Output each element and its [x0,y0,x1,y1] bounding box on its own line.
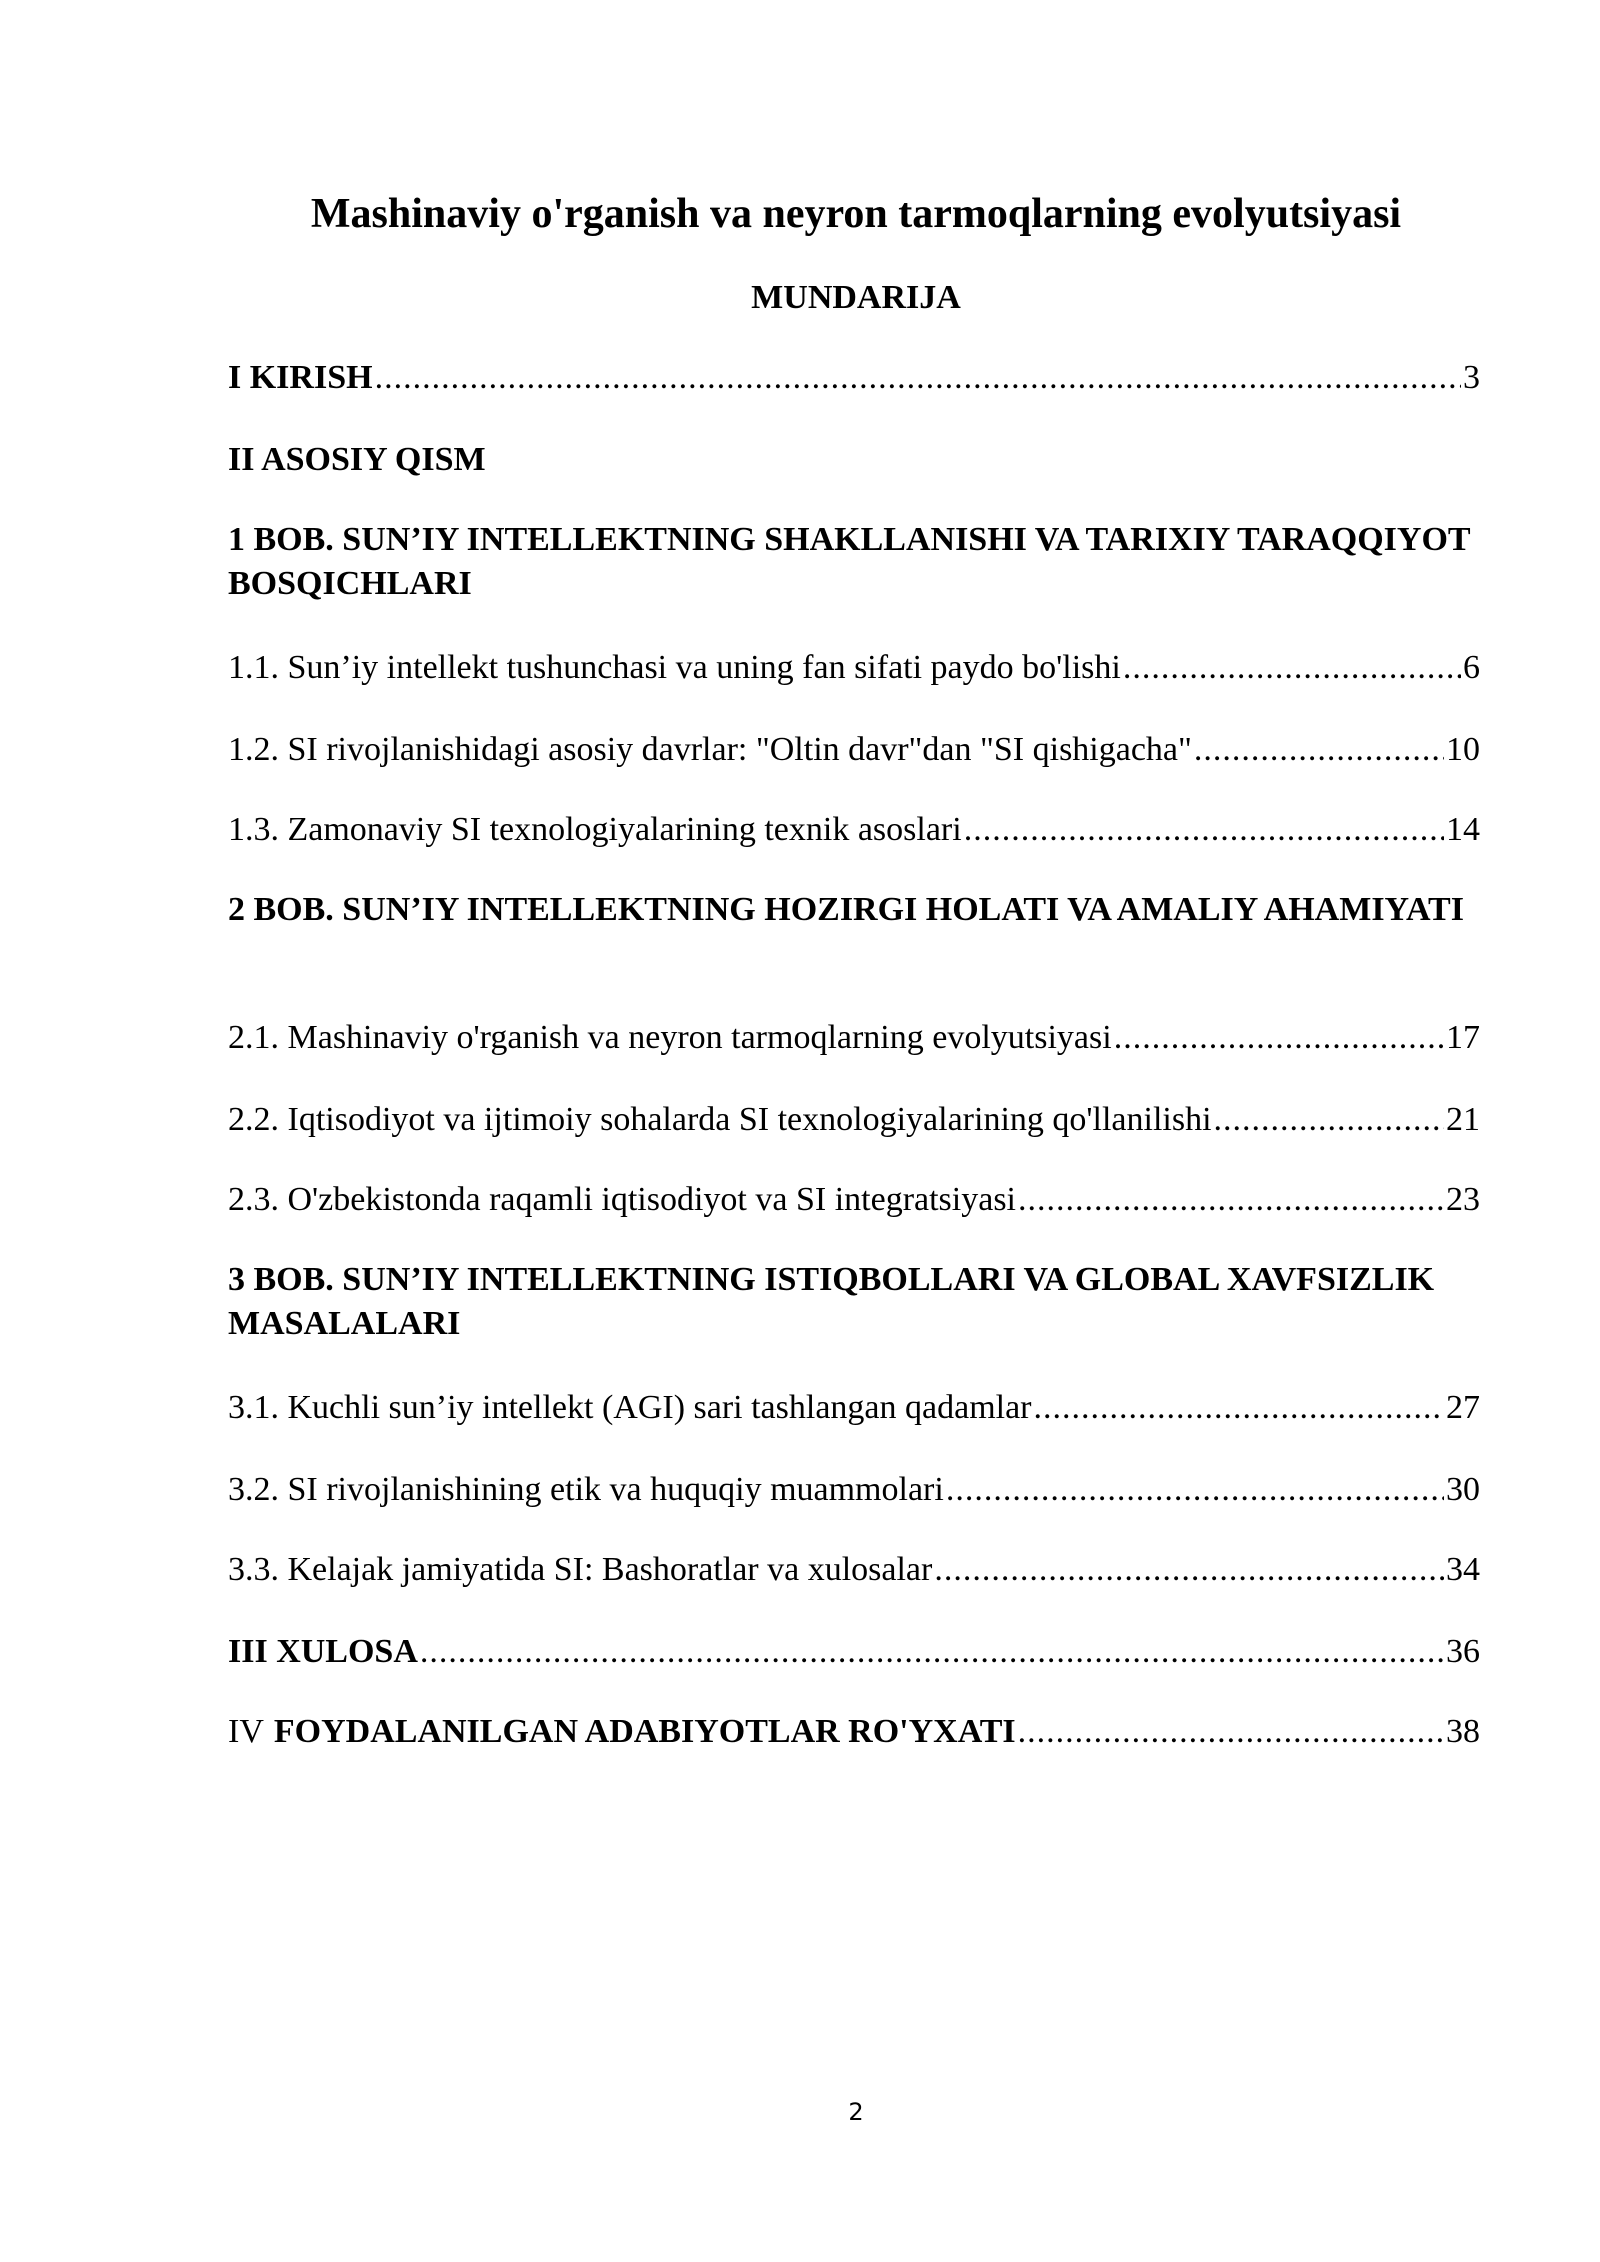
toc-entry-page: 14 [1446,811,1480,848]
toc-entry-1-2 [228,728,1480,772]
toc-entry-label: 2.3. O'zbekistonda raqamli iqtisodiyot va SI integratsiyasi [228,1181,1016,1218]
toc-entry-page: 36 [1446,1633,1480,1670]
toc-leader-dots [1034,1386,1445,1430]
toc-entry-references [228,1710,1480,1754]
toc-entry-1-1 [228,646,1480,690]
toc-leader-dots [1123,646,1461,690]
toc-entry-label: II ASOSIY QISM [228,441,486,478]
toc-entry-label: 2.1. Mashinaviy o'rganish va neyron tarmoqlarning evolyutsiyasi [228,1019,1112,1056]
toc-entry-main-part [228,438,1480,482]
toc-entry-page: 10 [1446,731,1480,768]
toc-leader-dots [1194,728,1444,772]
toc-entry-3-1 [228,1386,1480,1430]
toc-entry-page: 3 [1463,359,1480,396]
toc-leader-dots [1114,1016,1444,1060]
toc-entry-label: I KIRISH [228,359,373,396]
toc-entry-label: 3.2. SI rivojlanishining etik va huquqiy muammolari [228,1471,944,1508]
toc-entry-label: 3.3. Kelajak jamiyatida SI: Bashoratlar va xulosalar [228,1551,933,1588]
toc-entry-label: 1.2. SI rivojlanishidagi asosiy davrlar: "Oltin davr"dan "SI qishigacha" [228,731,1192,768]
toc-leader-dots [964,808,1444,852]
toc-entry-conclusion [228,1630,1480,1674]
toc-entry-page: 21 [1446,1101,1480,1138]
toc-leader-dots [375,356,1461,400]
toc-entry-page: 38 [1446,1713,1480,1750]
toc-chapter-1-title: 1 BOB. SUN’IY INTELLEKTNING SHAKLLANISHI VA TARIXIY TARAQQIYOT BOSQICHLARI [228,521,1470,602]
toc-entry-2-1 [228,1016,1480,1060]
toc-entry-label: III XULOSA [228,1633,418,1670]
toc-entry-label: 3.1. Kuchli sun’iy intellekt (AGI) sari tashlangan qadamlar [228,1389,1032,1426]
toc-entry-3-2 [228,1468,1480,1512]
toc-entry-1-3 [228,808,1480,852]
toc-chapter-2-title: 2 BOB. SUN’IY INTELLEKTNING HOZIRGI HOLATI VA AMALIY AHAMIYATI [228,891,1464,928]
toc-entry-2-3 [228,1178,1480,1222]
toc-leader-dots [934,1548,1444,1592]
toc-leader-dots [1018,1710,1444,1754]
toc-entry-3-3 [228,1548,1480,1592]
toc-entry-prefix: IV [228,1713,264,1750]
toc-leader-dots [1018,1178,1444,1222]
toc-leader-dots [946,1468,1444,1512]
toc-entry-page: 30 [1446,1471,1480,1508]
toc-entry-page: 23 [1446,1181,1480,1218]
toc-entry-2-2 [228,1098,1480,1142]
document-title: Mashinaviy o'rganish va neyron tarmoqlarning evolyutsiyasi [310,191,1402,237]
toc-chapter-3-title: 3 BOB. SUN’IY INTELLEKTNING ISTIQBOLLARI VA GLOBAL XAVFSIZLIK MASALALARI [228,1261,1435,1342]
toc-entry-page: 34 [1446,1551,1480,1588]
toc-entry-page: 17 [1446,1019,1480,1056]
toc-entry-page: 6 [1463,649,1480,686]
toc-entry-label: 1.3. Zamonaviy SI texnologiyalarining texnik asoslari [228,811,962,848]
toc-entry-label: 2.2. Iqtisodiyot va ijtimoiy sohalarda SI texnologiyalarining qo'llanilishi [228,1101,1212,1138]
toc-entry-intro [228,356,1480,400]
page-number: 2 [848,2098,864,2126]
toc-entry-page: 27 [1446,1389,1480,1426]
toc-entry-label: FOYDALANILGAN ADABIYOTLAR RO'YXATI [273,1713,1016,1750]
toc-heading: MUNDARIJA [751,279,961,316]
toc-leader-dots [420,1630,1444,1674]
toc-entry-label: 1.1. Sun’iy intellekt tushunchasi va uning fan sifati paydo bo'lishi [228,649,1121,686]
toc-leader-dots [1214,1098,1444,1142]
